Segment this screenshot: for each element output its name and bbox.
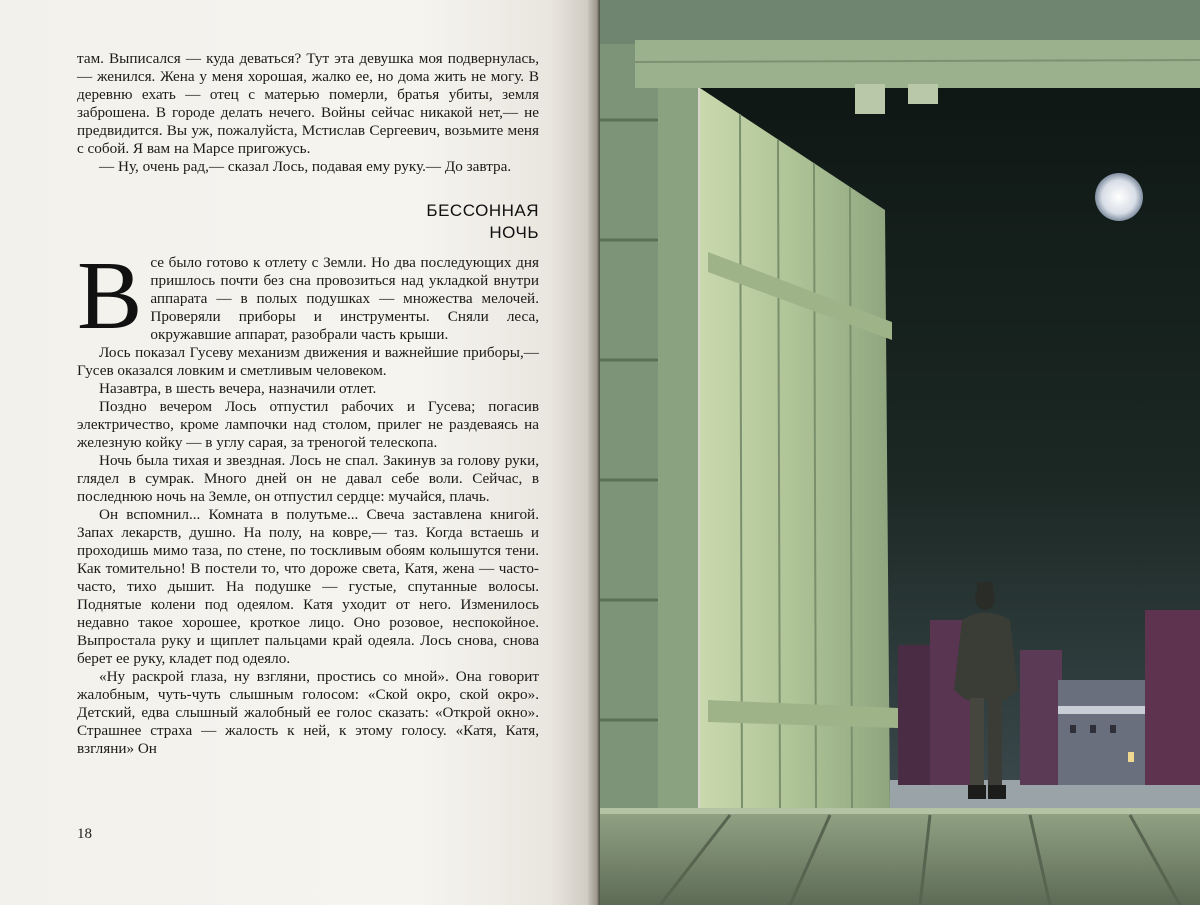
door-post: [658, 88, 698, 810]
paragraph: Назавтра, в шесть вечера, назначили отлет.: [99, 380, 377, 397]
paragraph: Лось показал Гусеву механизм движения и важнейшие приборы,— Гусев оказался ловким и сметливым человеком.: [77, 344, 539, 379]
chapter-title-line: БЕССОННАЯ: [426, 201, 539, 220]
illustration-page: [600, 0, 1200, 905]
moon: [1095, 173, 1143, 221]
text-page: [0, 0, 598, 905]
chapter-title: [77, 200, 539, 244]
chapter-title-line: НОЧЬ: [489, 223, 539, 242]
barn-night-illustration: [600, 0, 1200, 905]
door-lintel: [635, 40, 1200, 88]
page-number: 18: [77, 826, 92, 842]
paragraph: Ночь была тихая и звездная. Лось не спал. Закинув за голову руки, глядел в сумрак. Много дней он не давал себе воли. Сейчас, в последнюю ночь на Земле, он отпустил сердце: мучайся, плачь.: [77, 452, 539, 505]
paragraph: там. Выписался — куда деваться? Тут эта девушка моя подвернулась,— женился. Жена у меня хорошая, жалко ее, но дома жить не могу. В деревню ехать — отец с матерью померли, братья убиты, земля заброшена. В городе делать нечего. Войны сейчас никакой нет,— не предвидится. Вы уж, пожалуйста, Мстислав Сергеевич, возьмите меня с собой. Я вам на Марсе пригожусь.: [77, 50, 539, 157]
drop-cap: В: [77, 242, 143, 350]
paragraph: — Ну, очень рад,— сказал Лось, подавая ему руку.— До завтра.: [99, 158, 512, 175]
lead-paragraph-text: се было готово к отлету с Земли. Но два последующих дня пришлось почти без сна провозиться над укладкой внутри аппарата — в полых подушках — множества мелочей. Проверяли приборы и инструменты. Сняли леса, окружавшие аппарат, разобрали часть крыши.: [150, 254, 539, 343]
hinge-bracket: [855, 84, 885, 114]
lead-paragraph: [77, 242, 539, 350]
paragraph: Поздно вечером Лось отпустил рабочих и Гусева; погасив электричество, кроме лампочки над столом, прилег не раздеваясь на железную койку — в углу сарая, за треногой телескопа.: [77, 398, 539, 451]
barn-wall: [600, 0, 660, 905]
paragraph: «Ну раскрой глаза, ну взгляни, простись со мной». Она говорит жалобным, чуть-чуть слышным голосом: «Ской окро, ской окро». Детский, едва слышный жалобный ее голос сказать: «Открой окно». Страшнее страха — жалость к ней, к этому голосу. «Катя, Катя, взгляни» Он: [77, 668, 539, 757]
hinge-bracket: [908, 84, 938, 104]
roof-beam: [600, 0, 1200, 44]
paragraph: Он вспомнил... Комната в полутьме... Свеча заставлена книгой. Запах лекарств, душно. На полу, на ковре,— таз. Когда встаешь и проходишь мимо таза, по стене, по тоскливым обоям колышутся тени. Как томительно! В постели то, что дороже света, Катя, жена — часто-часто, тихо дышит. На подушке — густые, спутанные волосы. Поднятые колени под одеялом. Катя уходит от него. Изменилось недавно такое хорошее, кроткое лицо. Оно розовое, неспокойное. Выпростала руку и щиплет пальцами край одеяла. Лось снова, снова берет ее руку, кладет под одеяло.: [77, 506, 539, 667]
barn-floor: [600, 808, 1200, 905]
text-column: [77, 50, 539, 758]
